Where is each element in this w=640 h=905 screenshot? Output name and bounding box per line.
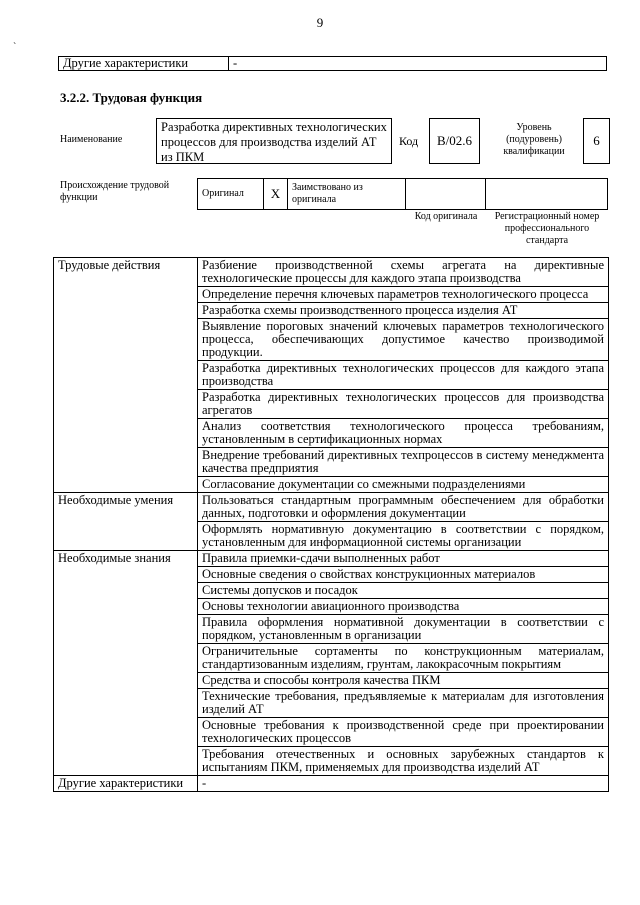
labor-actions-item: Выявление пороговых значений ключевых параметров технологического процесса, обеспечивающих допустимое качество производимой продукции. <box>198 319 609 361</box>
knowledge-item: Основы технологии авиационного производства <box>198 599 609 615</box>
knowledge-item: Основные требования к производственной среде при проектировании технологических процессов <box>198 718 609 747</box>
other-characteristics-label: Другие характеристики <box>54 776 198 792</box>
level-value-box: 6 <box>583 118 610 164</box>
code-value-box: B/02.6 <box>429 118 480 164</box>
function-details-body <box>54 258 609 792</box>
function-name-box: Разработка директивных технологических процессов для производства изделий АТ из ПКМ <box>156 118 392 164</box>
labor-actions-item: Разработка схемы производственного процесса изделия АТ <box>198 303 609 319</box>
labor-actions-label: Трудовые действия <box>54 258 198 493</box>
knowledge-item: Технические требования, предъявляемые к материалам для изготовления изделий АТ <box>198 689 609 718</box>
other-characteristics-row <box>54 776 609 792</box>
original-label: Оригинал <box>198 179 264 210</box>
registration-number-label: Регистрационный номер профессионального стандарта <box>494 211 600 246</box>
labor-actions-item: Разработка директивных технологических процессов для каждого этапа производства <box>198 361 609 390</box>
knowledge-item: Требования отечественных и основных зарубежных стандартов к испытаниям ПКМ, применяемых для производства изделий АТ <box>198 747 609 776</box>
registration-number-cell <box>486 179 608 210</box>
other-characteristics-value: - <box>198 776 609 792</box>
original-mark: X <box>264 179 288 210</box>
knowledge-label: Необходимые знания <box>54 551 198 776</box>
original-code-cell <box>406 179 486 210</box>
name-label: Наименование <box>60 134 123 145</box>
labor-actions-item: Анализ соответствия технологического процесса требованиям, установленным в сертификационных нормах <box>198 419 609 448</box>
knowledge-item: Ограничительные сортаменты по конструкционным материалам, стандартизованным изделиям, грунтам, лакокрасочным покрытиям <box>198 644 609 673</box>
labor-actions-item: Согласование документации со смежными подразделениями <box>198 477 609 493</box>
code-label: Код <box>399 134 419 148</box>
skills-label: Необходимые умения <box>54 493 198 551</box>
function-details-table <box>53 257 609 792</box>
borrowed-label: Заимствовано из оригинала <box>288 179 406 210</box>
knowledge-item: Основные сведения о свойствах конструкционных материалов <box>198 567 609 583</box>
prev-other-label: Другие характеристики <box>59 57 229 71</box>
knowledge-item: Системы допусков и посадок <box>198 583 609 599</box>
original-code-label: Код оригинала <box>414 211 478 222</box>
section-title: 3.2.2. Трудовая функция <box>60 90 203 105</box>
previous-other-characteristics-table <box>58 56 607 71</box>
knowledge-item: Средства и способы контроля качества ПКМ <box>198 673 609 689</box>
knowledge-item: Правила оформления нормативной документации в соответствии с порядком, установленным в организации <box>198 615 609 644</box>
skills-row <box>54 493 609 522</box>
knowledge-item: Правила приемки-сдачи выполненных работ <box>198 551 609 567</box>
level-label: Уровень (подуровень) квалификации <box>503 122 565 157</box>
labor-actions-item: Определение перечня ключевых параметров технологического процесса <box>198 287 609 303</box>
prev-other-value: - <box>229 57 607 71</box>
labor-actions-item: Разбиение производственной схемы агрегата на директивные технологические процессы для каждого этапа производства <box>198 258 609 287</box>
skills-item: Оформлять нормативную документацию в соответствии с порядком, установленным для информационной системы организации <box>198 522 609 551</box>
labor-actions-item: Разработка директивных технологических процессов для производства агрегатов <box>198 390 609 419</box>
knowledge-row <box>54 551 609 567</box>
skills-item: Пользоваться стандартным программным обеспечением для обработки данных, подготовки и оформления документации <box>198 493 609 522</box>
labor-actions-item: Внедрение требований директивных техпроцессов в систему менеджмента качества предприятия <box>198 448 609 477</box>
origin-table <box>197 178 608 210</box>
page-number: 9 <box>316 15 324 30</box>
labor-actions-row <box>54 258 609 287</box>
origin-label: Происхождение трудовой функции <box>60 180 170 203</box>
scan-mark: ` <box>13 42 17 53</box>
